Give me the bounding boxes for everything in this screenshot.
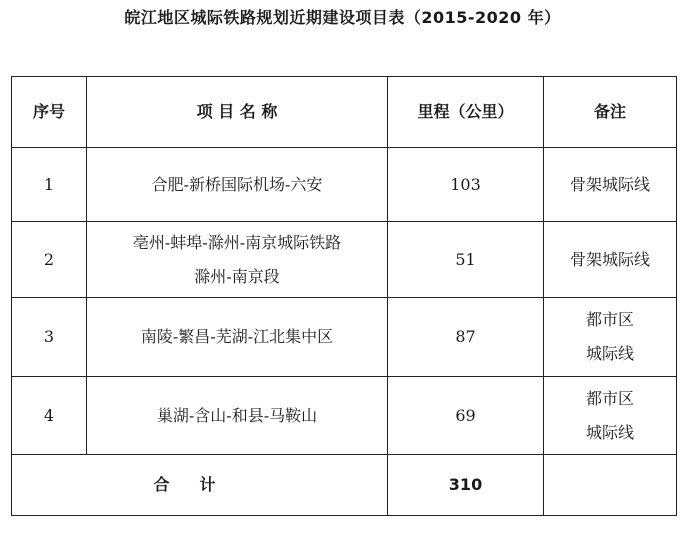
total-value-cell	[388, 455, 544, 516]
row-note-line: 都市区	[585, 310, 634, 329]
row-length: 51	[388, 222, 544, 298]
row-name-line: 合肥-新桥国际机场-六安	[151, 174, 323, 194]
row-length: 69	[388, 377, 544, 455]
table-row	[12, 298, 677, 377]
row-name-line: 巢湖-含山-和县-马鞍山	[156, 405, 318, 425]
header-name: 项 目 名 称	[87, 77, 388, 148]
row-name-line: 滁州-南京段	[194, 266, 280, 286]
total-label-cell	[12, 455, 388, 516]
row-seq: 2	[12, 222, 87, 298]
row-seq: 4	[12, 377, 87, 455]
row-note-line: 骨架城际线	[569, 249, 650, 269]
header-note: 备注	[544, 77, 677, 148]
header-seq: 序号	[12, 77, 87, 148]
row-name	[87, 377, 388, 455]
row-seq: 1	[12, 148, 87, 222]
total-row	[12, 455, 677, 516]
row-name	[87, 222, 388, 298]
table-row	[12, 148, 677, 222]
header-length: 里程（公里）	[388, 77, 544, 148]
table-row	[12, 377, 677, 455]
row-note-line: 都市区	[585, 388, 634, 408]
row-note-line: 骨架城际线	[569, 174, 650, 194]
row-note-line: 城际线	[585, 422, 634, 442]
project-table	[11, 76, 677, 516]
row-note-line: 城际线	[585, 344, 634, 363]
row-length: 87	[388, 298, 544, 377]
row-name	[87, 148, 388, 222]
row-note	[544, 298, 677, 377]
table-header-row	[12, 77, 677, 148]
row-note	[544, 222, 677, 298]
row-name	[87, 298, 388, 377]
row-length: 103	[388, 148, 544, 222]
row-name-line: 南陵-繁昌-芜湖-江北集中区	[140, 327, 334, 346]
total-value: 310	[448, 475, 483, 494]
row-name-line: 亳州-蚌埠-滁州-南京城际铁路	[132, 232, 342, 252]
total-note	[544, 455, 677, 516]
table-row	[12, 222, 677, 298]
total-label: 合计	[153, 475, 246, 494]
page-title: 皖江地区城际铁路规划近期建设项目表（2015-2020 年）	[124, 8, 561, 27]
row-note	[544, 148, 677, 222]
row-seq: 3	[12, 298, 87, 377]
row-note	[544, 377, 677, 455]
